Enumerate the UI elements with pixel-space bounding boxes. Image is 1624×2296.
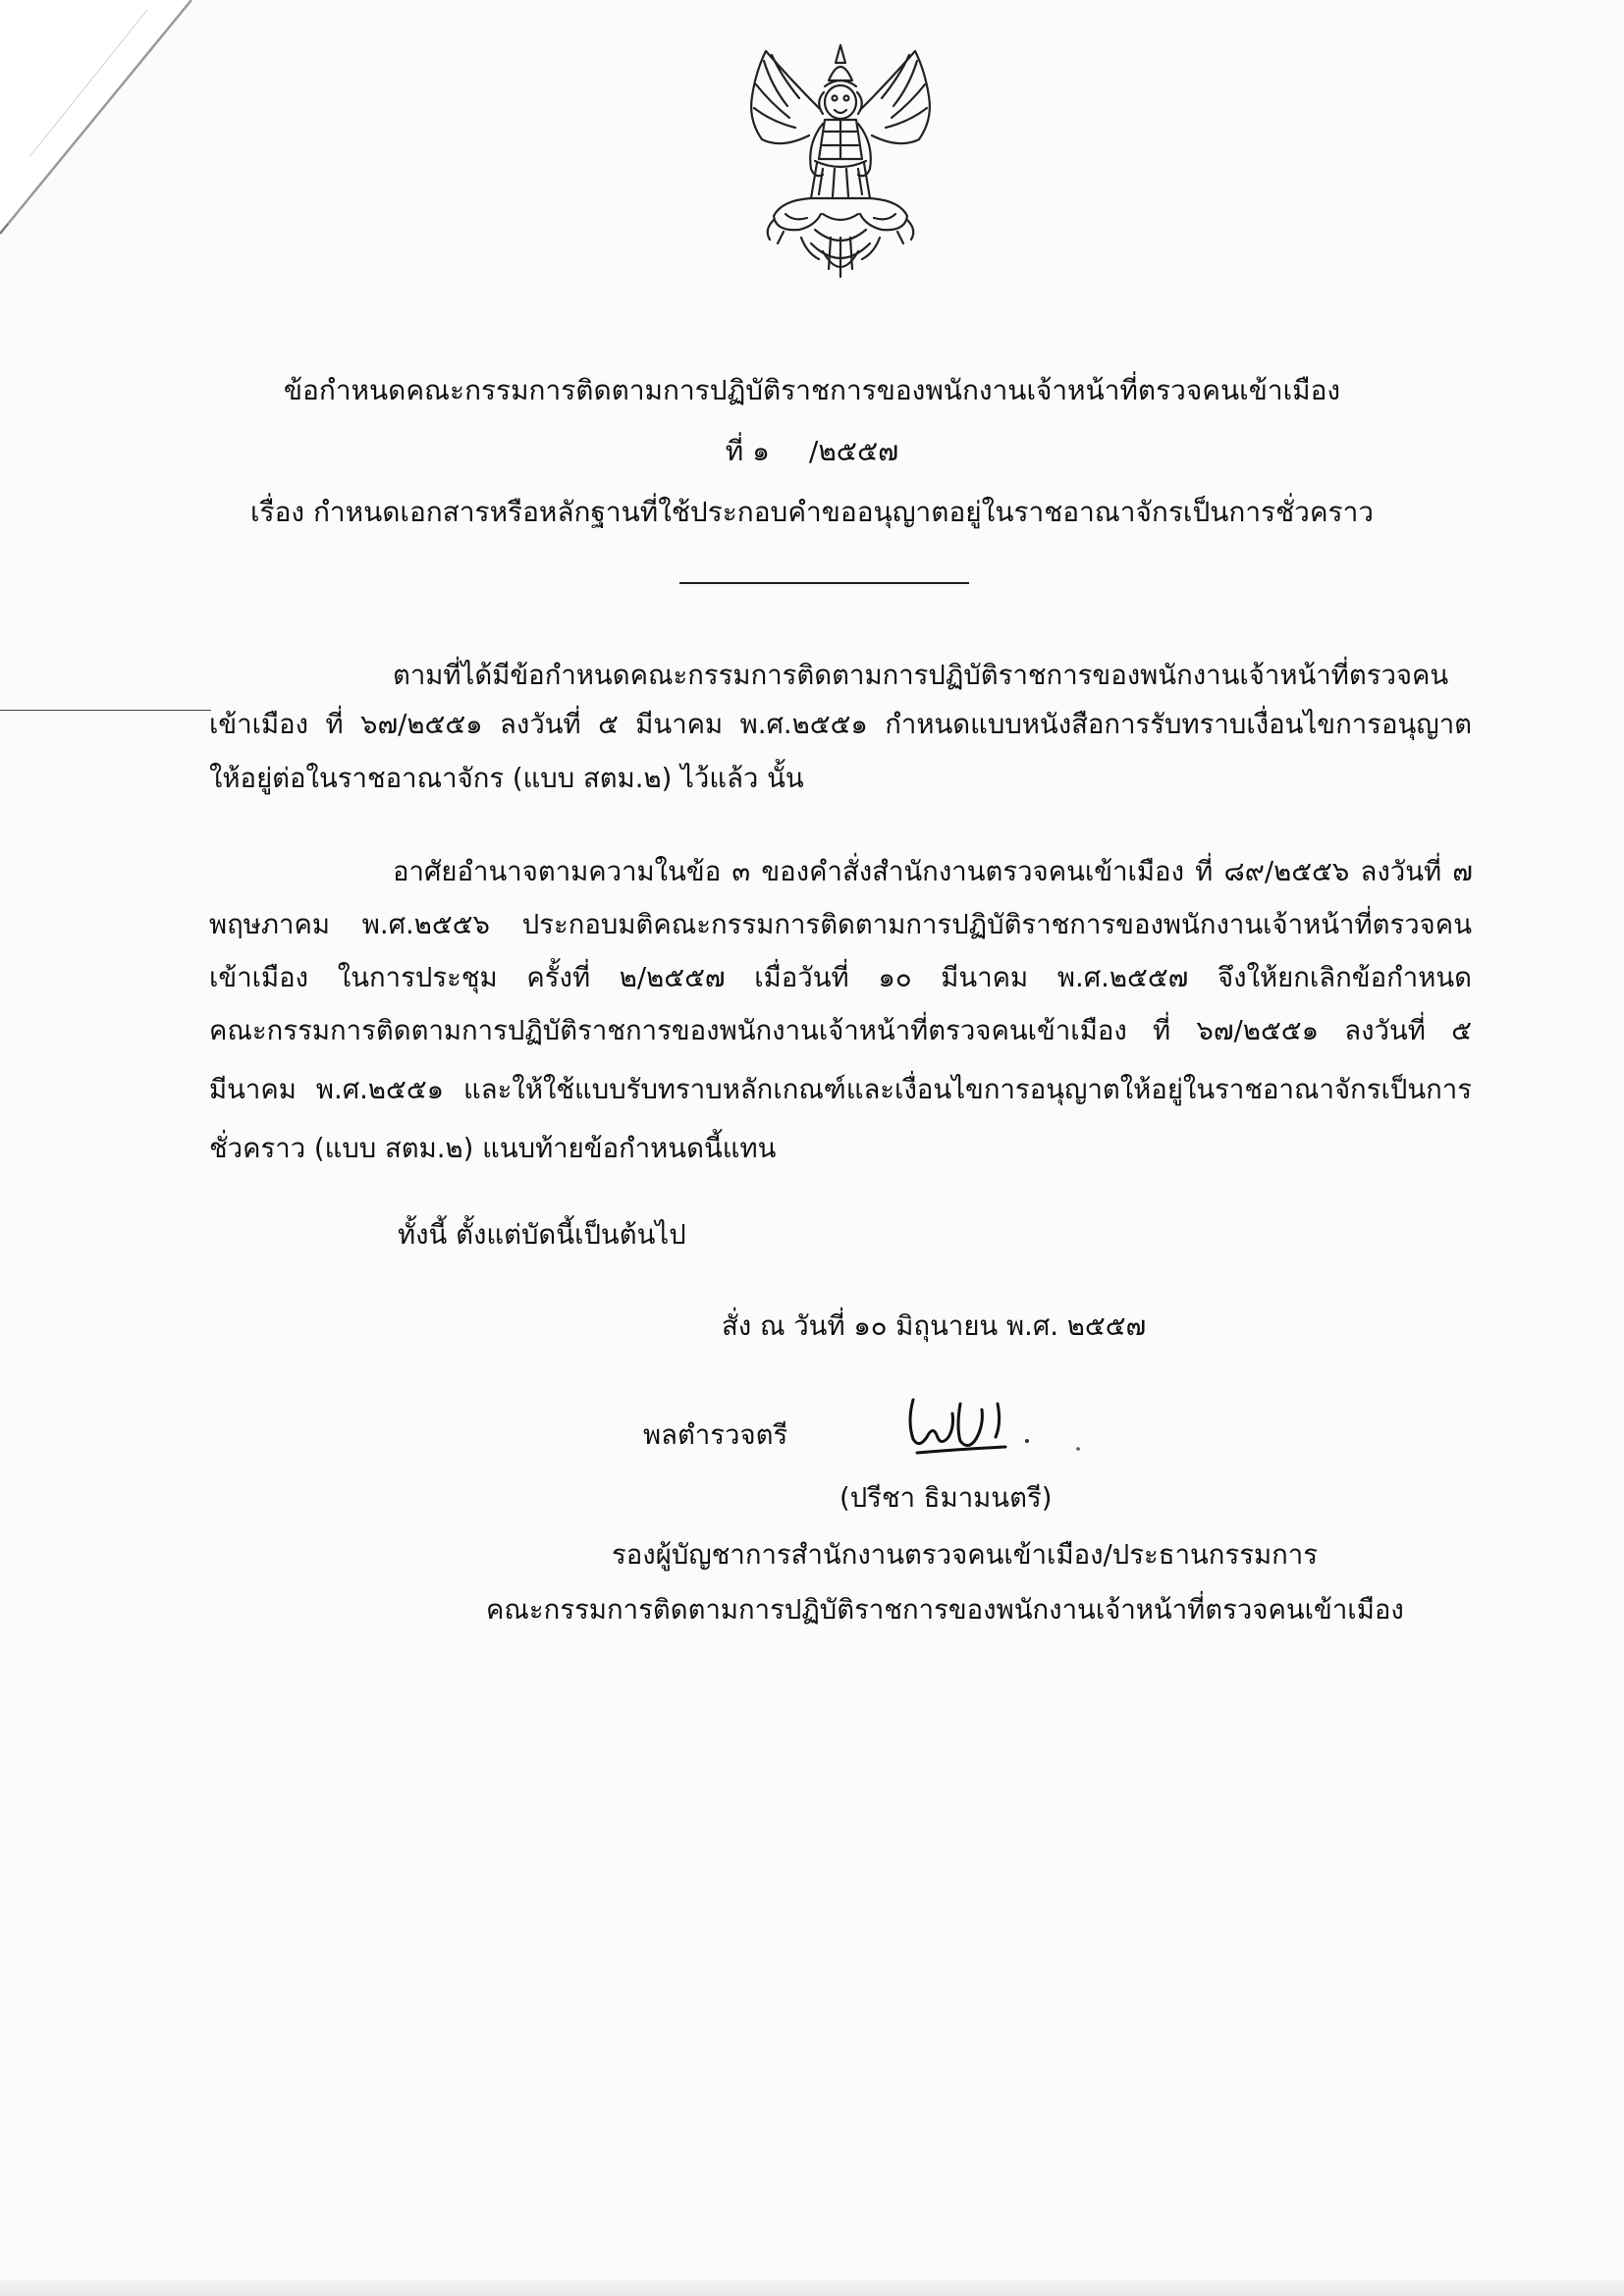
document-number-year: /๒๕๕๗ bbox=[808, 435, 899, 467]
scan-bottom-edge bbox=[0, 2279, 1624, 2296]
paragraph-1-line-3: ให้อยู่ต่อในราชอาณาจักร (แบบ สตม.๒) ไว้แล้ว นั้น bbox=[209, 763, 804, 794]
handwritten-signature bbox=[903, 1392, 1100, 1461]
paragraph-2-line-5: มีนาคม พ.ศ.๒๕๕๑ และให้ใช้แบบรับทราบหลักเกณฑ์และเงื่อนไขการอนุญาตให้อยู่ในราชอาณาจักรเป็นการ bbox=[209, 1074, 1472, 1105]
document-number bbox=[0, 432, 1624, 471]
document-number-prefix: ที่ ๑ bbox=[725, 435, 770, 467]
scan-artifact-line bbox=[0, 710, 211, 711]
signatory-position-line-2: คณะกรรมการติดตามการปฏิบัติราชการของพนักงานเจ้าหน้าที่ตรวจคนเข้าเมือง bbox=[486, 1594, 1404, 1626]
document-subject: เรื่อง กำหนดเอกสารหรือหลักฐานที่ใช้ประกอบคำขออนุญาตอยู่ในราชอาณาจักรเป็นการชั่วคราว bbox=[249, 496, 1375, 528]
document-title: ข้อกำหนดคณะกรรมการติดตามการปฏิบัติราชการของพนักงานเจ้าหน้าที่ตรวจคนเข้าเมือง bbox=[283, 374, 1341, 406]
signatory-name: (ปรีชา ธิมามนตรี) bbox=[839, 1482, 1053, 1514]
paragraph-1-line-2: เข้าเมือง ที่ ๖๗/๒๕๕๑ ลงวันที่ ๕ มีนาคม พ.ศ.๒๕๕๑ กำหนดแบบหนังสือการรับทราบเงื่อนไขการอนุญาต bbox=[209, 709, 1472, 740]
paragraph-1-line-1: ตามที่ได้มีข้อกำหนดคณะกรรมการติดตามการปฏิบัติราชการของพนักงานเจ้าหน้าที่ตรวจคน bbox=[393, 660, 1449, 691]
paragraph-2-line-3: เข้าเมือง ในการประชุม ครั้งที่ ๒/๒๕๕๗ เมื่อวันที่ ๑๐ มีนาคม พ.ศ.๒๕๕๗ จึงให้ยกเลิกข้อกำหนด bbox=[209, 962, 1472, 993]
paragraph-2-line-6: ชั่วคราว (แบบ สตม.๒) แนบท้ายข้อกำหนดนี้แทน bbox=[209, 1133, 777, 1164]
paragraph-2-line-2: พฤษภาคม พ.ศ.๒๕๕๖ ประกอบมติคณะกรรมการติดตามการปฏิบัติราชการของพนักงานเจ้าหน้าที่ตรวจคน bbox=[209, 909, 1472, 940]
paragraph-2-line-4: คณะกรรมการติดตามการปฏิบัติราชการของพนักงานเจ้าหน้าที่ตรวจคนเข้าเมือง ที่ ๖๗/๒๕๕๑ ลงวันที่ ๕ bbox=[209, 1015, 1472, 1046]
title-divider bbox=[679, 582, 969, 584]
paragraph-3: ทั้งนี้ ตั้งแต่บัดนี้เป็นต้นไป bbox=[398, 1219, 686, 1251]
order-date: สั่ง ณ วันที่ ๑๐ มิถุนายน พ.ศ. ๒๕๕๗ bbox=[722, 1310, 1147, 1342]
signatory-position-line-1: รองผู้บัญชาการสำนักงานตรวจคนเข้าเมือง/ประธานกรรมการ bbox=[612, 1539, 1318, 1571]
garuda-emblem-icon bbox=[713, 41, 968, 287]
paragraph-2-line-1: อาศัยอำนาจตามความในข้อ ๓ ของคำสั่งสำนักงานตรวจคนเข้าเมือง ที่ ๘๙/๒๕๕๖ ลงวันที่ ๗ bbox=[393, 856, 1473, 887]
folded-corner-icon bbox=[0, 0, 196, 236]
signatory-rank: พลตำรวจตรี bbox=[643, 1419, 788, 1451]
